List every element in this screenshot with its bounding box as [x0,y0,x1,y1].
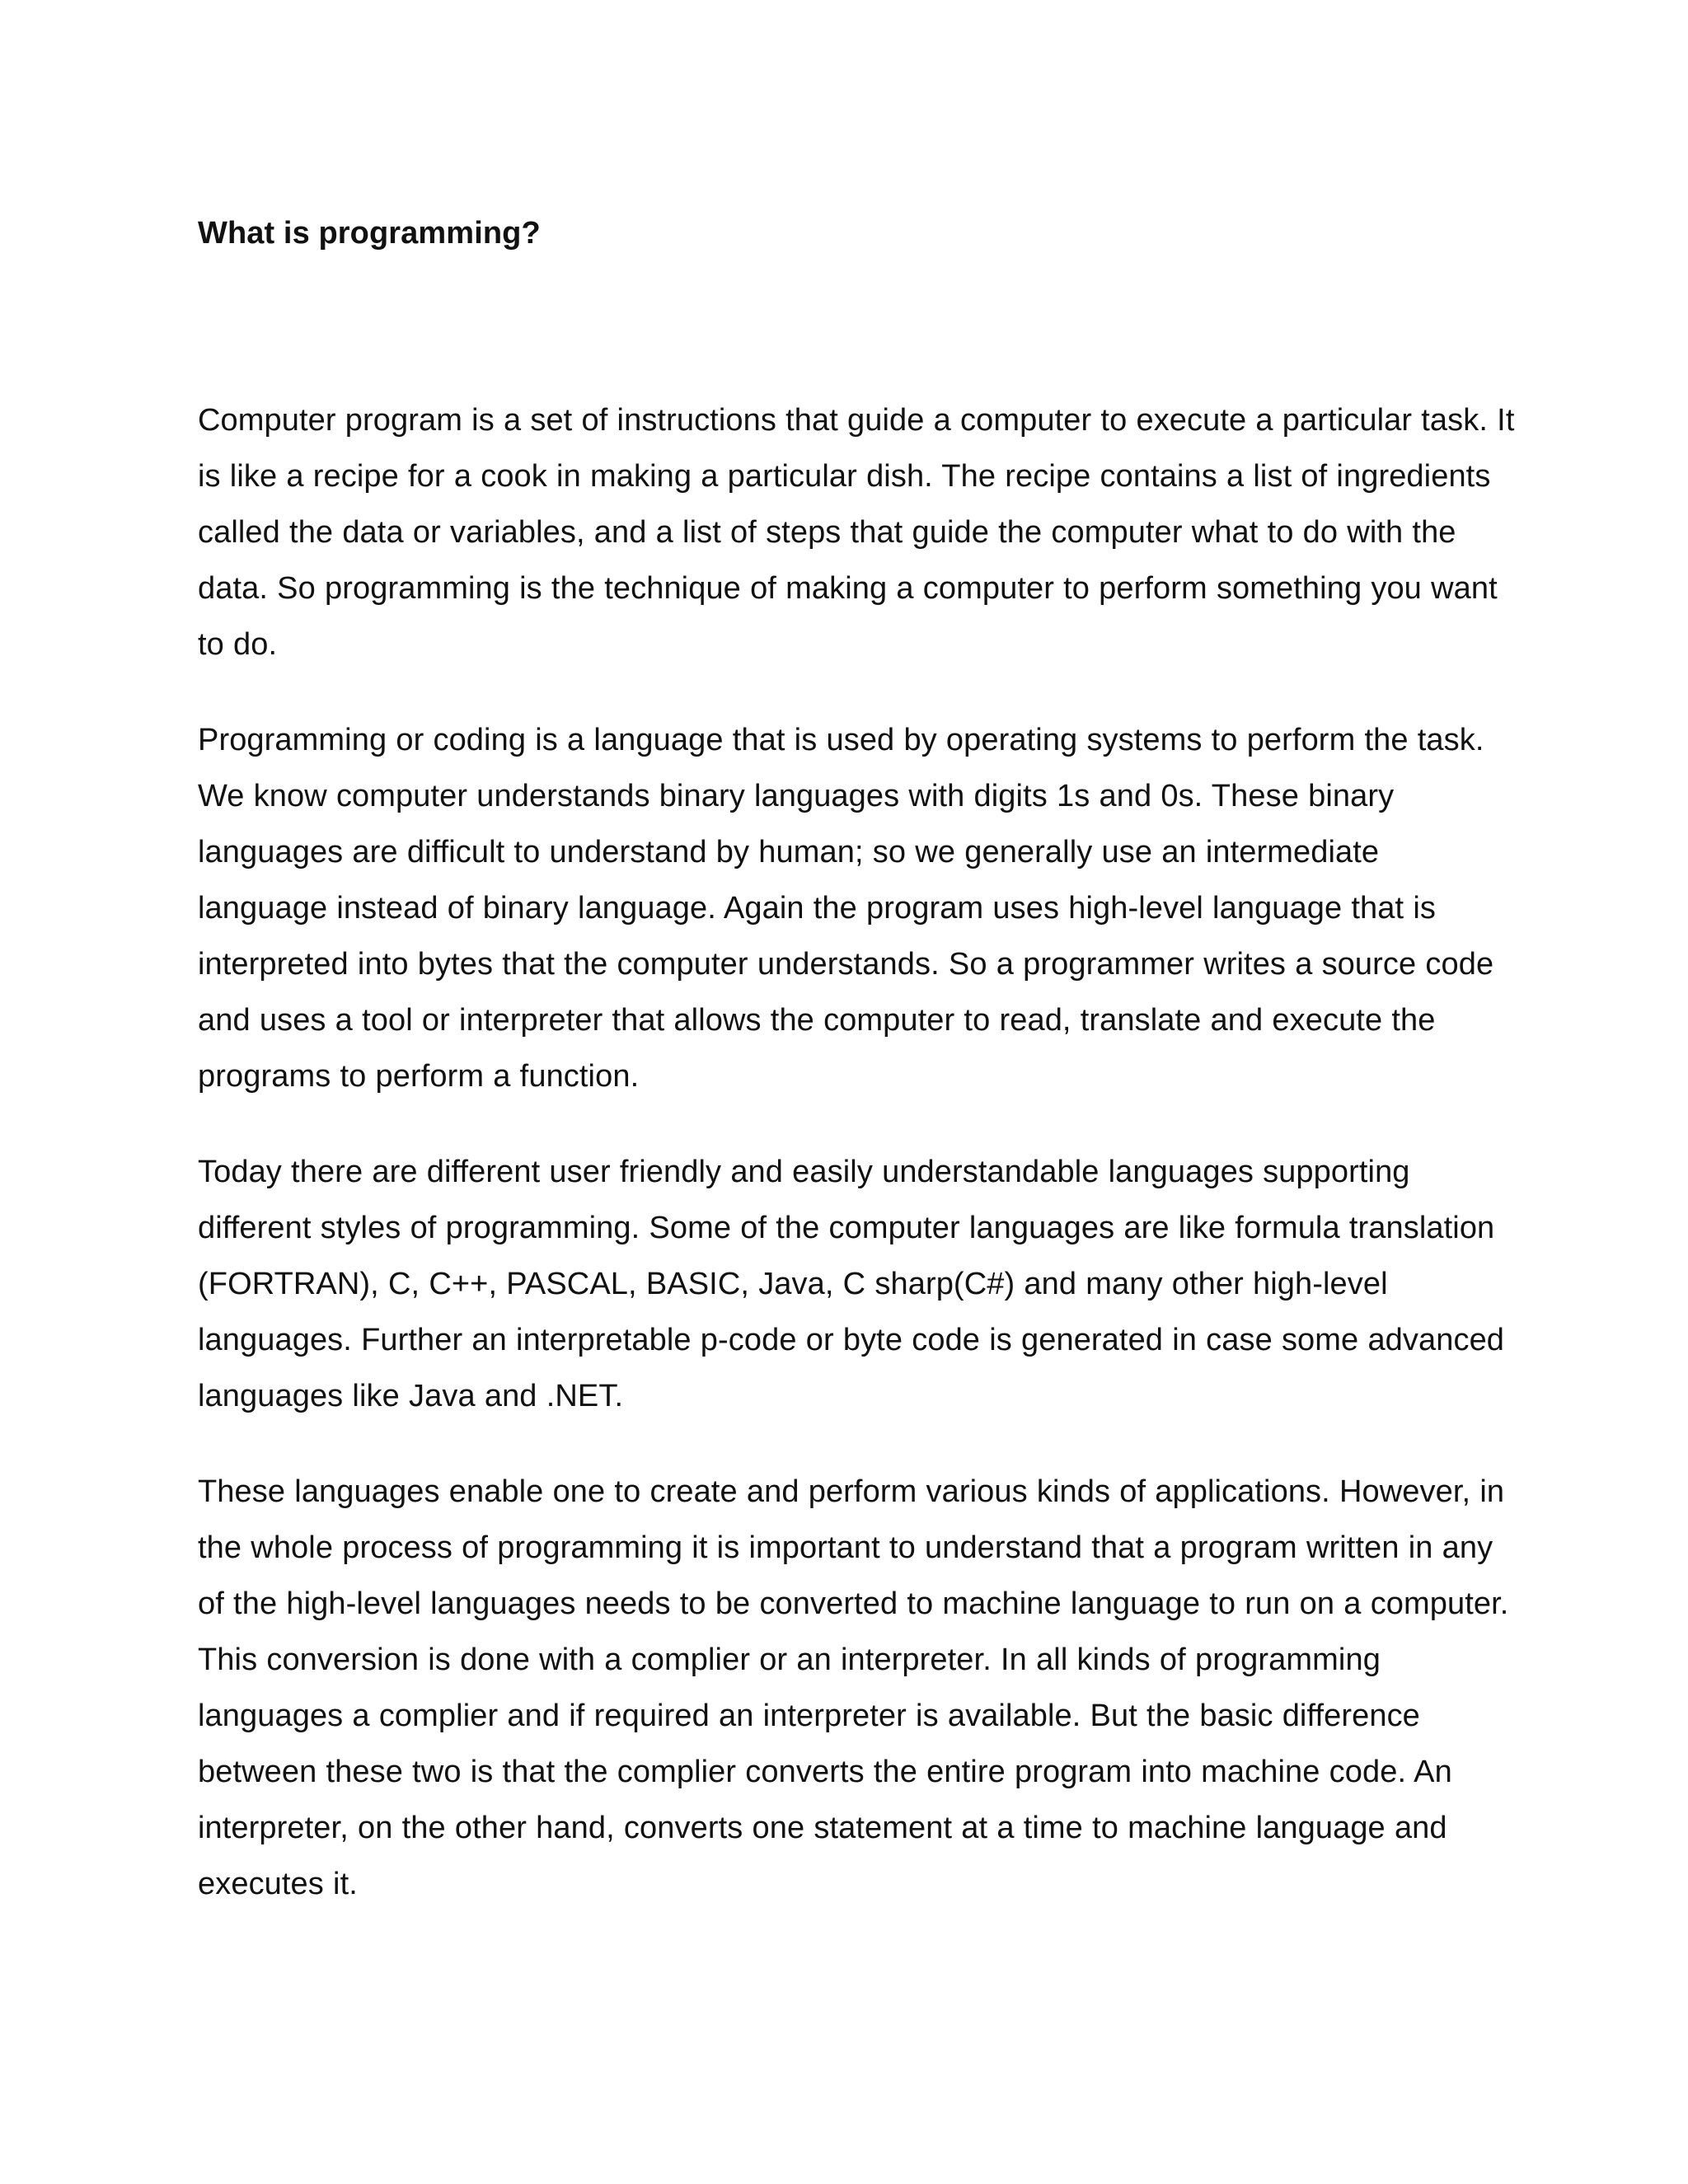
document-title: What is programming? [198,216,541,251]
paragraph-4: These languages enable one to create and perform various kinds of applications. However, in the whole process of programming it is important to understand that a program written in any of the high-level languages needs to be converted to machine language to run on a computer. This conversion is done with a complier or an interpreter. In all kinds of programming languages a complier and if required an interpreter is available. But the basic difference between these two is that the complier converts the entire program into machine code. An interpreter, on the other hand, converts one statement at a time to machine language and executes it. [198,1474,1509,1901]
document-content [198,210,1517,1952]
paragraph-3: Today there are different user friendly and easily understandable languages supporting different styles of programming. Some of the computer languages are like formula translation (FORTRAN), C, C++, PASCAL, BASIC, Java, C sharp(C#) and many other high-level languages. Further an interpretable p-code or byte code is generated in case some advanced languages like Java and .NET. [198,1155,1505,1413]
paragraph-1: Computer program is a set of instructions that guide a computer to execute a particular task. It is like a recipe for a cook in making a particular dish. The recipe contains a list of ingredients called the data or variables, and a list of steps that guide the computer what to do with the data. So programming is the technique of making a computer to perform something you want to do. [198,403,1515,662]
paragraph-2: Programming or coding is a language that is used by operating systems to perform the task. We know computer understands binary languages with digits 1s and 0s. These binary languages are difficult to understand by human; so we generally use an intermediate language instead of binary language. Again the program uses high-level language that is interpreted into bytes that the computer understands. So a programmer writes a source code and uses a tool or interpreter that allows the computer to read, translate and execute the programs to perform a function. [198,723,1494,1094]
